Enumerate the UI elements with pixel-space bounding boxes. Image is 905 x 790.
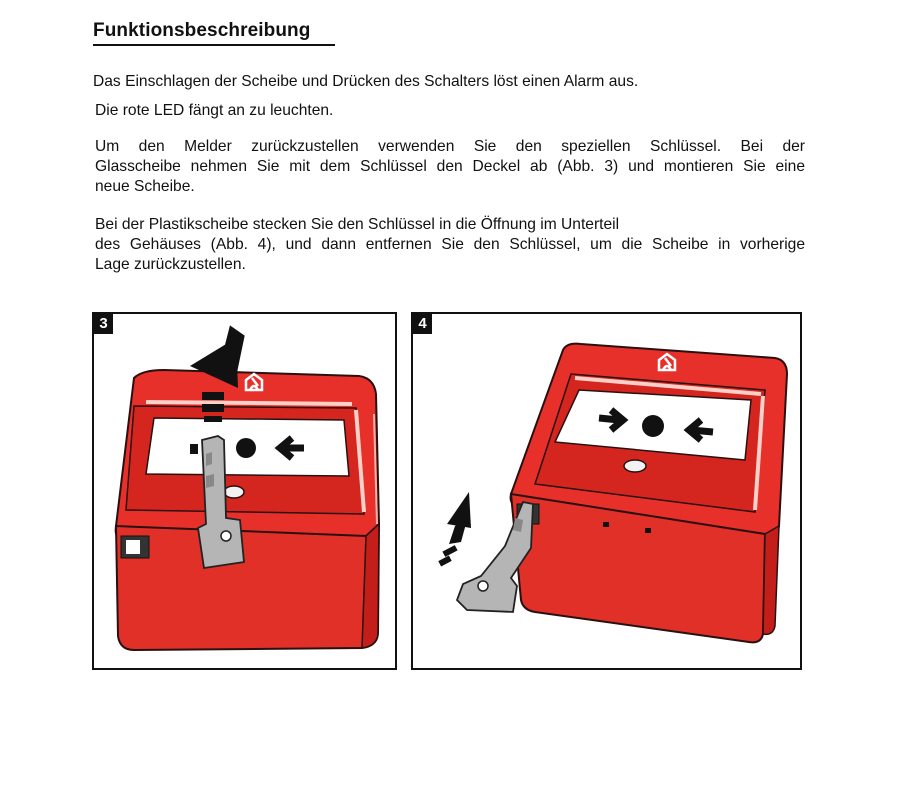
led [224, 486, 244, 498]
figure-3 [92, 312, 397, 670]
text-line: des Gehäuses (Abb. 4), und dann entfernen Sie den Schlüssel, um die Scheibe in vorherige [95, 236, 805, 253]
paragraph-alarm: Das Einschlagen der Scheibe und Drücken des Schalters löst einen Alarm aus. [93, 73, 639, 90]
figure-number: 3 [94, 314, 113, 334]
arrow-up-icon [438, 492, 471, 566]
call-point-lid-removal-illustration [94, 314, 397, 670]
paragraph-reset-plastic [95, 215, 805, 275]
call-point-key-reset-illustration [413, 314, 802, 670]
housing-front [116, 524, 379, 650]
figure-number: 4 [413, 314, 432, 334]
section-heading: Funktionsbeschreibung [93, 20, 335, 46]
button-dot [642, 415, 664, 437]
led [624, 460, 646, 472]
text-line: neue Scheibe. [95, 178, 195, 195]
text-line: Bei der Plastikscheibe stecken Sie den Schlüssel in die Öffnung im Unterteil [95, 216, 620, 233]
text-line: Um den Melder zurückzustellen verwenden Sie den speziellen Schlüssel. Bei der [95, 138, 805, 155]
paragraph-led: Die rote LED fängt an zu leuchten. [95, 102, 334, 119]
text-line: Lage zurückzustellen. [95, 256, 246, 273]
figure-4 [411, 312, 802, 670]
text-line: Glasscheibe nehmen Sie mit dem Schlüssel den Deckel ab (Abb. 3) und montieren Sie eine [95, 158, 805, 175]
button-dot [236, 438, 256, 458]
paragraph-reset-glass [95, 137, 805, 197]
